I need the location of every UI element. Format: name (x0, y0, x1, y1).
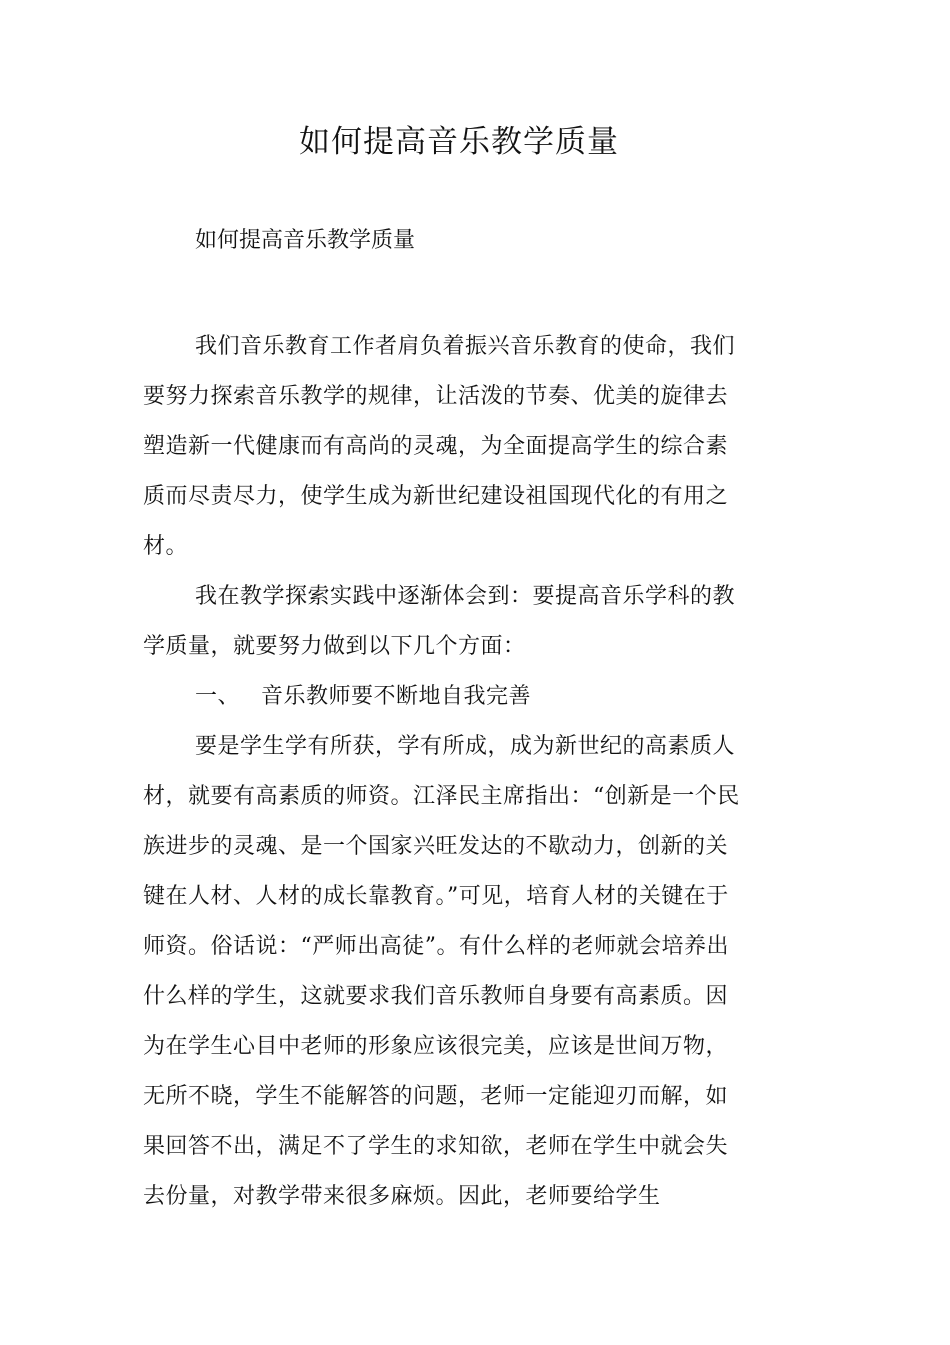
document-title: 如何提高音乐教学质量 (299, 124, 619, 160)
section-heading (143, 672, 749, 722)
section-paragraph: 要是学生学有所获，学有所成，成为新世纪的高素质人材，就要有高素质的师资。江泽民主席指出：“创新是一个民族进步的灵魂、是一个国家兴旺发达的不歇动力，创新的关键在人材、人材的成长靠教育。”可见，培育人材的关键在于师资。俗话说：“严师出高徒”。有什么样的老师就会培养出什么样的学生，这就要求我们音乐教师自身要有高素质。因为在学生心目中老师的形象应该很完美，应该是世间万物，无所不晓，学生不能解答的问题，老师一定能迎刃而解，如果回答不出，满足不了学生的求知欲，老师在学生中就会失去份量，对教学带来很多麻烦。因此，老师要给学生 (143, 734, 740, 1209)
intro-paragraph: 我们音乐教育工作者肩负着振兴音乐教育的使命，我们要努力探索音乐教学的规律，让活泼的节奏、优美的旋律去塑造新一代健康而有高尚的灵魂，为全面提高学生的综合素质而尽责尽力，使学生成为新世纪建设祖国现代化的有用之材。 (143, 334, 736, 559)
section-heading-text: 音乐教师要不断地自我完善 (261, 684, 532, 709)
document-subtitle: 如何提高音乐教学质量 (195, 228, 416, 253)
overview-paragraph: 我在教学探索实践中逐渐体会到：要提高音乐学科的教学质量，就要努力做到以下几个方面： (143, 584, 736, 659)
document-body (143, 322, 749, 1222)
section-number: 一、 (195, 684, 241, 709)
